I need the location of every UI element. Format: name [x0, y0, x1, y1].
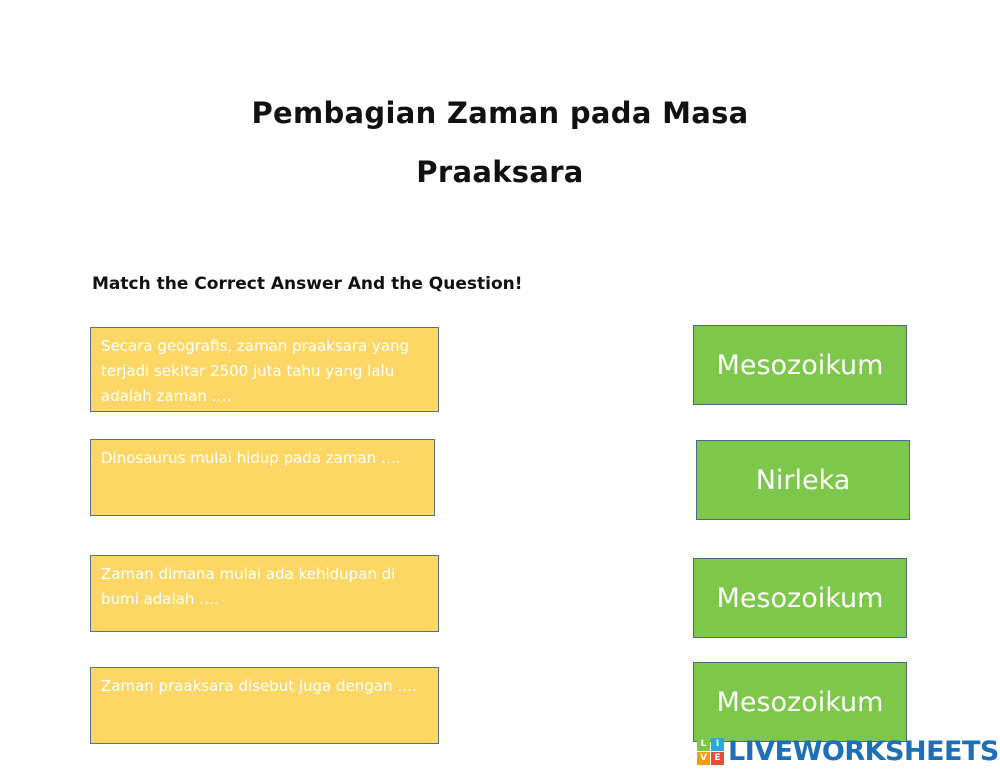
question-text: Zaman praaksara disebut juga dengan ….: [101, 677, 418, 695]
logo-letter: L: [697, 738, 710, 751]
answer-label: Mesozoikum: [716, 686, 884, 718]
question-card-2[interactable]: [90, 439, 435, 516]
liveworksheets-brand[interactable]: [697, 736, 999, 766]
liveworksheets-logo-icon: [697, 738, 724, 765]
answer-label: Nirleka: [755, 464, 851, 496]
answer-label: Mesozoikum: [716, 582, 884, 614]
logo-letter: V: [697, 752, 710, 765]
brand-name: LIVEWORKSHEETS: [728, 735, 999, 767]
question-card-1[interactable]: [90, 327, 439, 412]
answer-card-2[interactable]: [696, 440, 910, 520]
logo-letter: E: [711, 752, 724, 765]
instruction-text: Match the Correct Answer And the Question!: [92, 274, 523, 294]
question-text: Secara geografis, zaman praaksara yang terjadi sekitar 2500 juta tahu yang lalu adalah zaman ….: [101, 337, 410, 405]
answer-label: Mesozoikum: [716, 349, 884, 381]
question-card-4[interactable]: [90, 667, 439, 744]
question-card-3[interactable]: [90, 555, 439, 632]
worksheet-title-continued: Praaksara: [416, 155, 584, 189]
question-text: Dinosaurus mulai hidup pada zaman ….: [101, 449, 401, 467]
answer-card-4[interactable]: [693, 662, 907, 742]
answer-card-1[interactable]: [693, 325, 907, 405]
answer-card-3[interactable]: [693, 558, 907, 638]
question-text: Zaman dimana mulai ada kehidupan di bumi adalah ….: [101, 565, 396, 608]
worksheet-title: Pembagian Zaman pada Masa: [251, 96, 749, 130]
logo-letter: I: [711, 738, 724, 751]
